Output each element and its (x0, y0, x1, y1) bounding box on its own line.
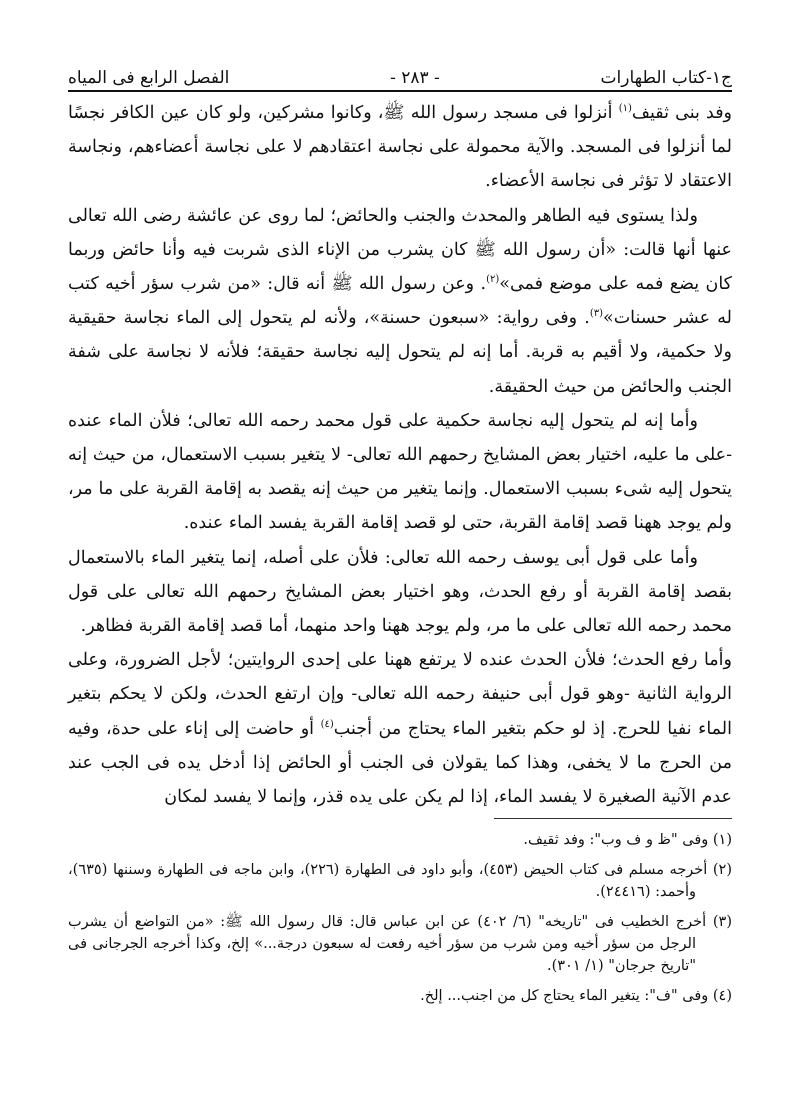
paragraph-text: ولذا يستوى فيه الطاهر والمحدث والجنب والحائض؛ لما روى عن عائشة رضى الله تعالى عنها أنها قالت: «أن رسول الله ﷺ كان يشرب من الإناء الذى شربت فيه وأنا حائض وربما كان يضع فمه على موضع فمى» (68, 205, 732, 295)
paragraph-3: وأما إنه لم يتحول إليه نجاسة حكمية على قول محمد رحمه الله تعالى؛ فلأن الماء عنده -على ما عليه، اختيار بعض المشايخ رحمهم الله تعالى- لا يتغير بسبب الاستعمال، من حيث إنه يتحول إليه شىء بسبب الاستعمال. وإنما يتغير من حيث إنه يقصد به إقامة القربة على ما مر، ولم يوجد ههنا قصد إقامة القربة، حتى لو قصد إقامة القربة يفسد الماء عنده. (68, 410, 732, 534)
footnote-ref-2[interactable]: (٢) (486, 274, 500, 286)
paragraph-text: أو حاضت إلى إناء على حدة، وفيه من الحرج ما لا يخفى، وهذا كما يقولان فى الجنب أو الحائض إذا أدخل يده فى الجب عند عدم الآنية الصغيرة لا يفسد الماء، إذا لم يكن على يده قذر، وإنما لا يفسد لمكان (68, 718, 732, 808)
running-header (68, 62, 732, 92)
paragraph-text: وأما رفع الحدث؛ فلأن الحدث عنده لا يرتفع ههنا على إحدى الروايتين؛ لأجل الضرورة، وعلى الرواية الثانية -وهو قول أبى حنيفة رحمه الله تعالى- وإن ارتفع الحدث، ولكن لا يحكم بتغير الماء نفيا للحرج. إذ لو حكم بتغير الماء يحتاج من أجنب (68, 650, 732, 739)
main-text (68, 96, 732, 814)
footnote-ref-4[interactable]: (٤) (320, 718, 334, 730)
paragraph-text: . وفى رواية: «سبعون حسنة»، ولأنه لم يتحول إلى الماء نجاسة حقيقية ولا حكمية، ولا أقيم به قربة. أما إنه لم يتحول إليه نجاسة حقيقة؛ فلأنه لا نجاسة على شفة الجنب والحائض من حيث الحقيقة. (68, 308, 732, 397)
footnote-3: (٣) أخرج الخطيب فى "تاريخه" (٦/ ٤٠٢) عن ابن عباس قال: قال رسول الله ﷺ: «من التواضع أن يشرب الرجل من سؤر أخيه ومن شرب من سؤر أخيه رفعت له سبعون درجة...» إلخ، وكذا أخرجه الجرجانى فى "تاريخ جرجان" (١/ ٣٠١). (68, 914, 732, 975)
footnote-2: (٢) أخرجه مسلم فى كتاب الحيض (٤٥٣)، وأبو داود فى الطهارة (٢٢٦)، وابن ماجه فى الطهارة وسننها (٦٣٥)، وأحمد: (٢٤٤١٦). (68, 862, 732, 901)
paragraph-2 (68, 199, 732, 404)
header-chapter-title: الفصل الرابع فى المياه (68, 68, 230, 88)
book-page (68, 62, 732, 1015)
paragraph-text: وفد بنى ثقيف (631, 103, 733, 123)
header-book-title: ج١-كتاب الطهارات (600, 68, 732, 88)
footnote-ref-1[interactable]: (١) (618, 103, 632, 115)
footnotes (68, 829, 732, 1007)
footnote-4: (٤) وفى "ف": يتغير الماء يحتاج كل من اجنب... إلخ. (420, 988, 732, 1005)
paragraph-5 (68, 643, 732, 814)
paragraph-text: . وعن رسول الله ﷺ أنه قال: «من شرب سؤر أخيه كتب له عشر حسنات» (68, 274, 733, 329)
footnote-1: (١) وفى "ظ و ف وب": وفد ثقيف. (523, 832, 732, 849)
footnote-ref-3[interactable]: (٣) (589, 308, 603, 320)
paragraph-1 (68, 96, 732, 199)
paragraph-text: أنزلوا فى مسجد رسول الله ﷺ، وكانوا مشركين، ولو كان عين الكافر نجسًا لما أنزلوا فى المسجد. والآية محمولة على نجاسة اعتقادهم لا على نجاسة أعضاءهم، ونجاسة الاعتقاد لا تؤثر فى نجاسة الأعضاء. (68, 103, 732, 192)
footnote-separator (494, 818, 732, 819)
paragraph-4: وأما على قول أبى يوسف رحمه الله تعالى: فلأن على أصله، إنما يتغير الماء بالاستعمال بقصد إقامة القربة أو رفع الحدث، وهو اختيار بعض المشايخ رحمهم الله تعالى على قول محمد رحمه الله تعالى على ما مر، ولم يوجد ههنا واحد منهما، أما قصد إقامة القربة فظاهر. (68, 547, 732, 637)
page-number: - ٢٨٣ - (390, 68, 440, 88)
